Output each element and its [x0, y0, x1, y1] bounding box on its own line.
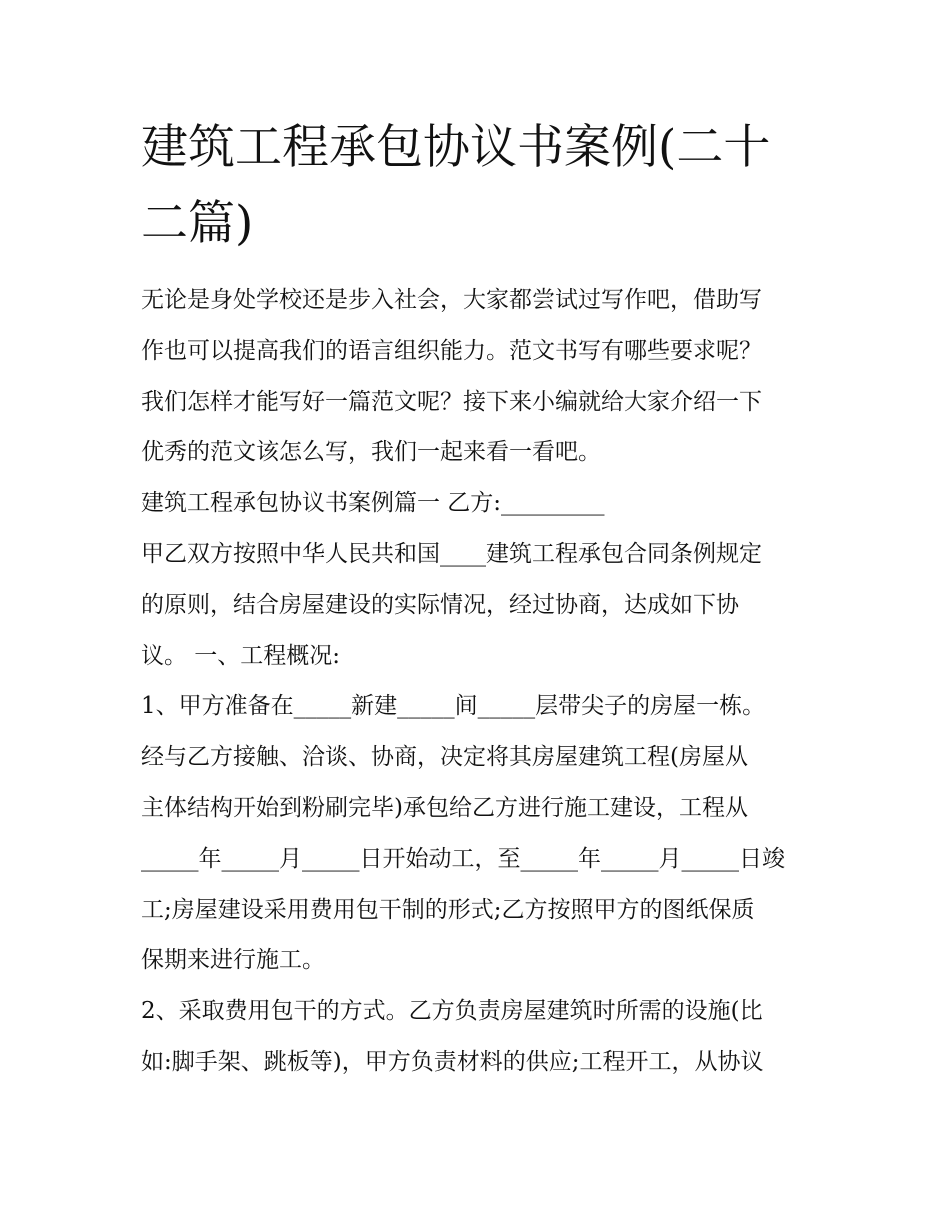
paragraph-line: 的原则，结合房屋建设的实际情况，经过协商，达成如下协	[141, 592, 739, 618]
section-heading-line: 建筑工程承包协议书案例篇一 乙方:_________	[141, 490, 605, 516]
paragraph-line: 经与乙方接触、洽谈、协商，决定将其房屋建筑工程(房屋从	[141, 744, 748, 770]
paragraph-line: 我们怎样才能写好一篇范文呢？接下来小编就给大家介绍一下	[141, 389, 762, 415]
paragraph-line: 如:脚手架、跳板等)，甲方负责材料的供应;工程开工，从协议	[141, 1049, 764, 1075]
paragraph-line: 工;房屋建设采用费用包干制的形式;乙方按照甲方的图纸保质	[141, 897, 755, 923]
paragraph-line: 主体结构开始到粉刷完毕)承包给乙方进行施工建设，工程从	[141, 795, 748, 821]
paragraph-line: 甲乙双方按照中华人民共和国____建筑工程承包合同条例规定	[141, 541, 762, 567]
paragraph-line: 作也可以提高我们的语言组织能力。范文书写有哪些要求呢？	[141, 338, 762, 364]
paragraph-line: _____年_____月_____日开始动工，至_____年_____月_____日竣	[141, 846, 785, 872]
paragraph-line: 无论是身处学校还是步入社会，大家都尝试过写作吧，借助写	[141, 287, 762, 313]
paragraph-line: 保期来进行施工。	[141, 947, 325, 973]
document-title-line-2: 二篇)	[141, 196, 254, 251]
paragraph-line: 议。 一、工程概况:	[141, 643, 341, 669]
document-title-line-1: 建筑工程承包协议书案例(二十	[141, 120, 771, 175]
paragraph-line: 2、采取费用包干的方式。乙方负责房屋建筑时所需的设施(比	[141, 998, 763, 1024]
paragraph-line: 1、甲方准备在_____新建_____间_____层带尖子的房屋一栋。	[141, 693, 766, 719]
paragraph-line: 优秀的范文该怎么写，我们一起来看一看吧。	[141, 439, 601, 465]
